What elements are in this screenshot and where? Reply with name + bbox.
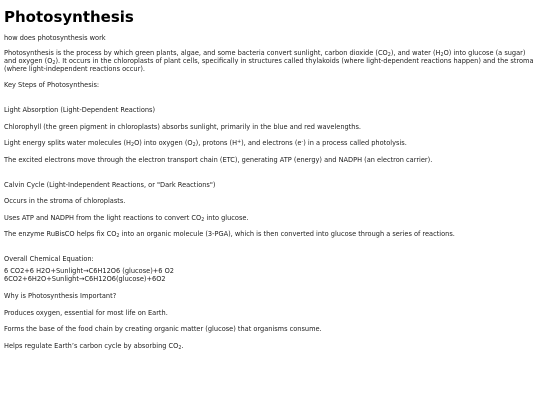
importance-point-3-text: . — [181, 341, 184, 350]
superscript: + — [237, 140, 242, 145]
key-steps-heading: Key Steps of Photosynthesis: — [4, 81, 100, 89]
subscript: 2 — [131, 143, 135, 148]
intro-text: ), and water (H — [390, 49, 441, 57]
light-step-2-text: ) in a process called photolysis. — [303, 139, 407, 147]
equation-block — [4, 267, 536, 283]
calvin-step-3-text: into an organic molecule (3-PGA), which is then converted into glucose through a series of reactions. — [119, 230, 455, 238]
calvin-step-1: Occurs in the stroma of chloroplasts. — [4, 197, 126, 205]
overall-equation-heading: Overall Chemical Equation: — [4, 255, 94, 263]
equation-line-1: 6 CO2+6 H2O+Sunlight→C6H12O6 (glucose)+6 O2 — [4, 267, 174, 275]
calvin-step-2-text: Uses ATP and NADPH from the light reactions to convert CO — [4, 213, 202, 222]
importance-point-3-text: Helps regulate Earth’s carbon cycle by absorbing CO — [4, 341, 179, 350]
subscript: 2 — [178, 345, 182, 351]
light-step-2-text: ), protons (H — [195, 139, 238, 147]
importance-point-3 — [4, 342, 536, 350]
intro-paragraph — [4, 49, 536, 73]
importance-heading: Why is Photosynthesis Important? — [4, 292, 117, 300]
intro-subscript: 2 — [52, 61, 56, 66]
light-step-3: The excited electrons move through the electron transport chain (ETC), generating ATP (energy) and NADPH (an electron carrier). — [4, 155, 433, 164]
intro-text: O) into glucose (a sugar) and oxygen (O — [4, 49, 526, 65]
page-title: Photosynthesis — [4, 8, 134, 26]
calvin-step-2 — [4, 214, 536, 222]
light-step-2-text: ), and electrons (e — [241, 139, 302, 147]
light-step-2-text: O) into oxygen (O — [134, 139, 193, 147]
light-reactions-heading: Light Absorption (Light-Dependent Reactions) — [4, 106, 156, 114]
light-step-2-text: Light energy splits water molecules (H — [4, 139, 132, 147]
page-subtitle: how does photosynthesis work — [4, 34, 106, 42]
light-step-2 — [4, 139, 536, 147]
calvin-cycle-heading: Calvin Cycle (Light-Independent Reactions, or "Dark Reactions") — [4, 180, 216, 189]
intro-subscript: 2 — [440, 53, 444, 58]
overall-equation-section — [4, 255, 536, 350]
calvin-cycle-section — [4, 181, 536, 239]
light-step-1: Chlorophyll (the green pigment in chloroplasts) absorbs sunlight, primarily in the blue and red wavelengths. — [4, 122, 362, 131]
intro-text: ). It occurs in the chloroplasts of plant cells, specifically in structures called thylakoids (where light-dependent reactions happen) and the stroma (where light-independent reactions occur). — [4, 57, 534, 73]
calvin-step-2-text: into glucose. — [204, 213, 249, 222]
importance-point-1: Produces oxygen, essential for most life on Earth. — [4, 308, 168, 317]
intro-subscript: 2 — [387, 53, 391, 58]
calvin-step-3-text: The enzyme RuBisCO helps fix CO — [4, 230, 117, 238]
subscript: 2 — [116, 234, 120, 239]
equation-line-2: 6CO2+6H2O+Sunlight→C6H12O6(glucose)+6O2 — [4, 275, 166, 283]
subscript: 2 — [192, 143, 196, 148]
intro-text: Photosynthesis is the process by which green plants, algae, and some bacteria convert sunlight, carbon dioxide (CO — [4, 49, 388, 57]
subscript: 2 — [201, 217, 205, 223]
calvin-step-3 — [4, 230, 536, 238]
importance-point-2: Forms the base of the food chain by creating organic matter (glucose) that organisms consume. — [4, 325, 322, 333]
light-reactions-section — [4, 106, 536, 164]
superscript: - — [301, 140, 304, 145]
